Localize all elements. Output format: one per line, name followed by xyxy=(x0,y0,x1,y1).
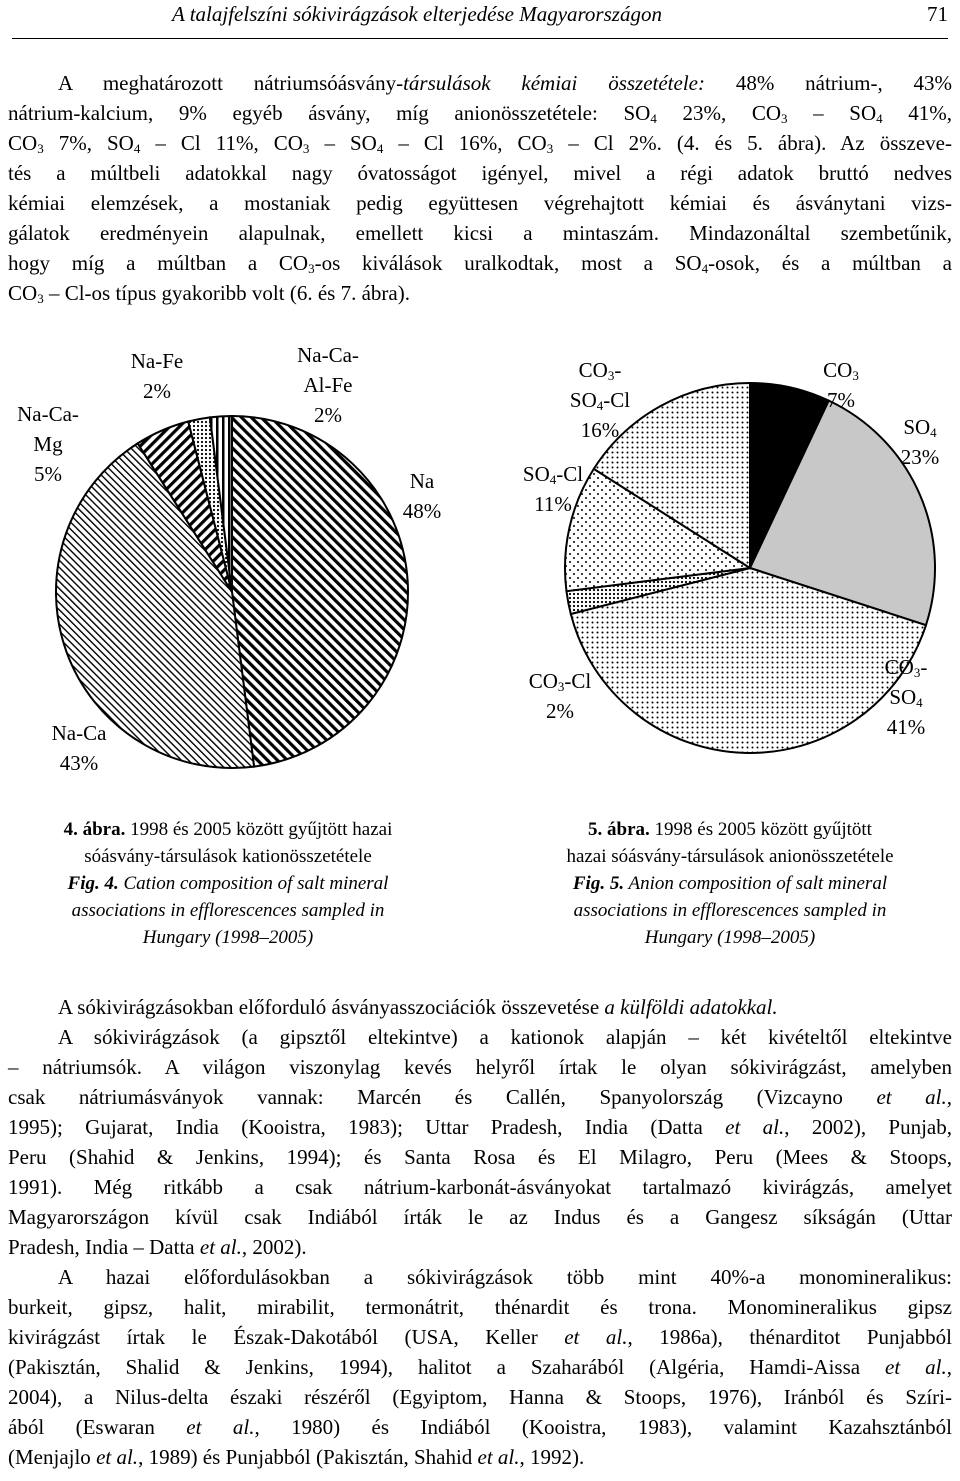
pie-slice-na xyxy=(232,416,408,767)
paragraph-line: 1991). Még ritkább a csak nátrium-karbonát-ásványokat tartalmazó kivirágzás, amelyet xyxy=(8,1175,952,1199)
label-line: Al-Fe xyxy=(303,373,353,397)
label-line: 48% xyxy=(402,499,442,523)
paragraph-line: A meghatározott nátriumsóásvány-társulások kémiai összetétele: 48% nátrium-, 43% xyxy=(58,71,953,95)
label-so4 xyxy=(884,412,956,472)
label-line: Na-Fe xyxy=(130,349,184,373)
label-na-ca xyxy=(36,718,122,778)
label-pct: 7% xyxy=(827,388,855,412)
paragraph-line: (Pakisztán, Shalid & Jenkins, 1994), halitot a Szaharából (Algéria, Hamdi-Aissa et al., xyxy=(8,1355,952,1379)
label-line: Na-Ca- xyxy=(297,343,359,367)
caption-text: hazai sóásvány-társulások anionösszetétele xyxy=(566,846,894,867)
caption-text: Cation composition of salt mineral xyxy=(123,873,389,894)
paragraph-line: Peru (Shahid & Jenkins, 1994); és Santa Rosa és El Milagro, Peru (Mees & Stoops, xyxy=(8,1145,952,1169)
paragraph-line: kémiai elemzések, a mostaniak pedig együttesen végrehajtott kémiai és ásványtani vizs- xyxy=(8,191,952,215)
label-so4-cl xyxy=(508,459,598,519)
label-line: $CO_3-$ xyxy=(578,358,622,383)
paragraph-line: Pradesh, India – Datta et al., 2002). xyxy=(8,1235,307,1259)
paragraph-line: hogy míg a múltban a $CO_3-os$ kiválások uralkodtak, most a $SO_4$-osok, és a múltban a xyxy=(8,251,952,276)
paragraph-line: $CO_3 - Cl-os$ típus gyakoribb volt (6. és 7. ábra). xyxy=(8,281,410,306)
paragraph-line: gálatok eredményein alapulnak, emellett kicsi a mintaszám. Mindazonáltal szembetűnik, xyxy=(8,221,952,245)
caption-number: 5. ábra. xyxy=(588,819,650,840)
label-na-fe xyxy=(112,346,202,406)
label-co3-so4-cl xyxy=(560,355,640,445)
label-co3-cl xyxy=(514,666,606,726)
paragraph-line: ából (Eswaran et al., 1980) és Indiából (Kooistra, 1983), valamint Kazahsztánból xyxy=(8,1415,953,1439)
caption-text: Anion composition of salt mineral xyxy=(628,873,888,894)
caption-text: associations in efflorescences sampled in xyxy=(71,900,385,921)
caption-text: Hungary (1998–2005) xyxy=(644,927,816,948)
label-line: $SO_4$ xyxy=(889,685,923,710)
caption-text: 1998 és 2005 között gyűjtött xyxy=(654,819,872,840)
paragraph-line: csak nátriumásványok vannak: Marcén és Callén, Spanyolország (Vizcayno et al., xyxy=(8,1085,952,1109)
label-line: 43% xyxy=(59,751,99,775)
label-pct: 11% xyxy=(534,492,572,516)
paragraph-line: burkeit, gipsz, halit, mirabilit, termonátrit, thénardit és trona. Monomineralikus gipsz xyxy=(8,1295,952,1319)
label-line: $SO_4-Cl$ xyxy=(569,388,631,413)
caption-number: Fig. 5. xyxy=(572,873,625,894)
label-pct: 41% xyxy=(886,715,926,739)
label-na-ca-mg xyxy=(6,399,90,489)
label-line: 2% xyxy=(143,379,171,403)
label-line: Na-Ca xyxy=(51,721,107,745)
label-line: Na xyxy=(409,469,435,493)
paragraph-line: kivirágzást írtak le Észak-Dakotából (USA, Keller et al., 1986a), thénarditot Punjabból xyxy=(8,1325,952,1349)
caption-text: associations in efflorescences sampled in xyxy=(573,900,887,921)
paragraph-line: A sókivirágzások (a gipsztől eltekintve) a kationok alapján – két kivételtől eltekintve xyxy=(58,1025,952,1049)
label-line: Na-Ca- xyxy=(17,402,79,426)
paragraph-line: A hazai előfordulásokban a sókivirágzások több mint 40%-a monomineralikus: xyxy=(58,1265,952,1289)
paragraph-line: Magyarországon kívül csak Indiából írták le az Indus és a Gangesz síkságán (Uttar xyxy=(8,1205,952,1229)
caption-number: Fig. 4. xyxy=(67,873,119,894)
label-na xyxy=(394,466,450,526)
label-line: 5% xyxy=(34,462,62,486)
running-title: A talajfelszíni sókivirágzások elterjedése Magyarországon xyxy=(172,2,662,26)
paragraph-3 xyxy=(8,1262,952,1472)
label-na-ca-al-fe xyxy=(278,340,378,430)
paragraph-line: $CO_3$ 7%, $SO_4$ – Cl 11%, $CO_3 - SO_4$ – Cl 16%, $CO_3$ – Cl 2%. (4. és 5. ábra). Az összeve- xyxy=(8,131,952,156)
label-pct: 2% xyxy=(546,699,574,723)
caption-text: sóásvány-társulások kationösszetétele xyxy=(84,846,372,867)
paragraph-line: – nátriumsók. A világon viszonylag kevés helyről írtak le olyan sókivirágzást, amelyben xyxy=(8,1055,952,1079)
label-pct: 23% xyxy=(900,445,940,469)
label-co3-so4 xyxy=(866,652,946,742)
caption-text: 1998 és 2005 között gyűjtött hazai xyxy=(130,819,393,840)
figure-4-caption xyxy=(8,816,448,951)
caption-text: Hungary (1998–2005) xyxy=(142,927,314,948)
page-number: 71 xyxy=(927,2,948,26)
caption-number: 4. ábra. xyxy=(63,819,126,840)
label-line: 2% xyxy=(314,403,342,427)
paragraph-2 xyxy=(8,992,952,1262)
paragraph-line: 1995); Gujarat, India (Kooistra, 1983); Uttar Pradesh, India (Datta et al., 2002), Punjab, xyxy=(8,1115,953,1139)
figure-5-caption xyxy=(500,816,960,951)
paragraph-line: A sókivirágzásokban előforduló ásványasszociációk összevetése a külföldi adatokkal. xyxy=(58,995,778,1019)
label-line: $SO_4$ xyxy=(903,415,937,440)
label-line: $SO_4-Cl$ xyxy=(522,462,584,487)
label-co3 xyxy=(806,355,876,415)
label-pct: 16% xyxy=(580,418,620,442)
label-line: $CO_3-$ xyxy=(884,655,928,680)
label-line: $CO_3$ xyxy=(823,358,859,383)
label-line: $CO_3-Cl$ xyxy=(528,669,592,694)
paragraph-line: nátrium-kalcium, 9% egyéb ásvány, míg anionösszetétele: $SO_4$ 23%, $CO_3 - SO_4$ 41%, xyxy=(8,101,953,126)
paragraph-line: tés a múltbeli adatokkal nagy óvatosságot igényel, mivel a régi adatok bruttó nedves xyxy=(8,161,952,185)
paragraph-line: (Menjajlo et al., 1989) és Punjabból (Pakisztán, Shahid et al., 1992). xyxy=(8,1445,585,1469)
label-line: Mg xyxy=(33,432,63,456)
paragraph-line: 2004), a Nilus-delta északi részéről (Egyiptom, Hanna & Stoops, 1976), Iránból és Szíri- xyxy=(8,1385,952,1409)
